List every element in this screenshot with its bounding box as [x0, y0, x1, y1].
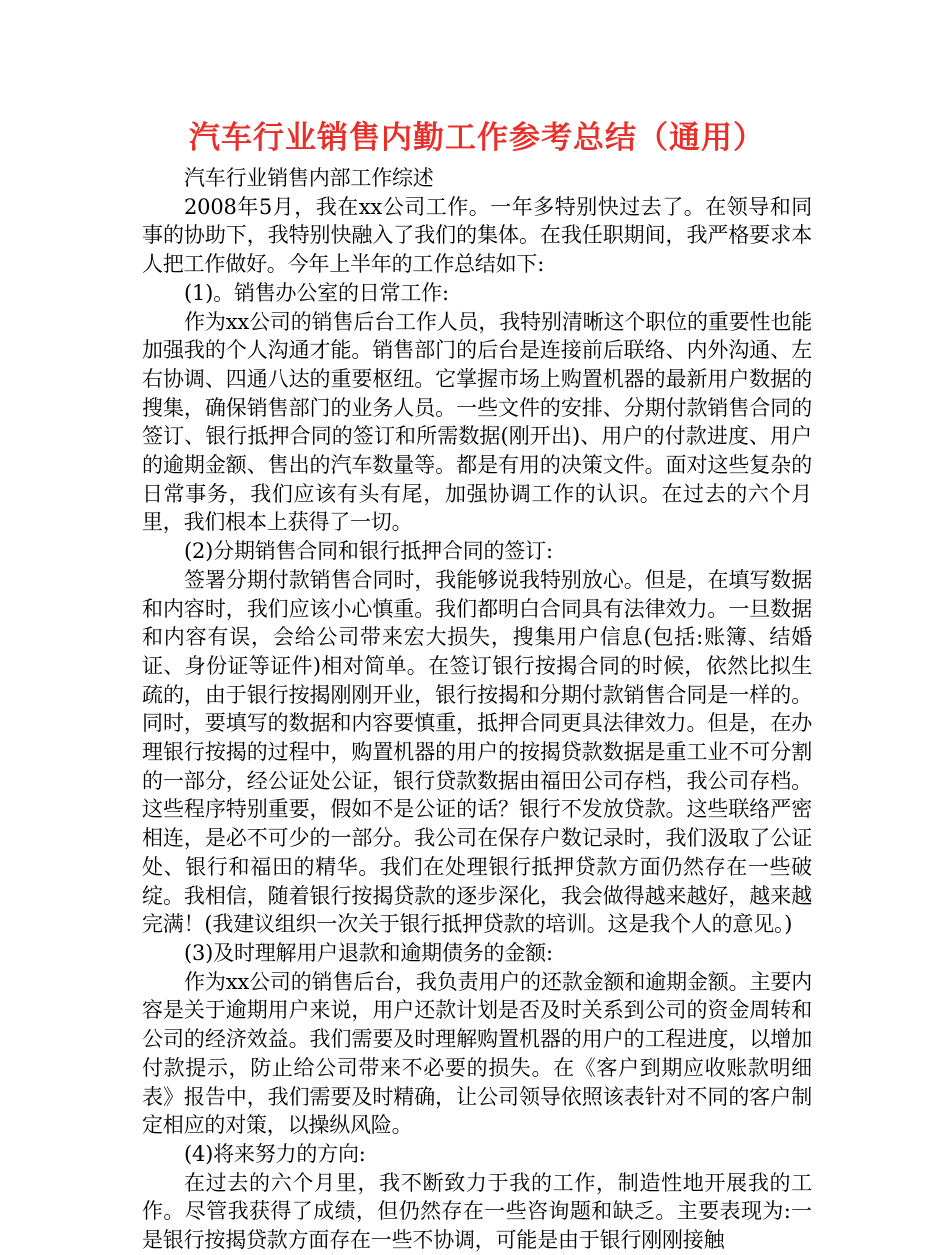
paragraph-section-1: 作为xx公司的销售后台工作人员，我特别清晰这个职位的重要性也能加强我的个人沟通才能。销售部门的后台是连接前后联络、内外沟通、左右协调、四通八达的重要枢纽。它掌握市场上购置机器的最新用户数据的搜集，确保销售部门的业务人员。一些文件的安排、分期付款销售合同的签订、银行抵押合同的签订和所需数据(刚开出)、用户的付款进度、用户的逾期金额、售出的汽车数量等。都是有用的决策文件。面对这些复杂的日常事务，我们应该有头有尾，加强协调工作的认识。在过去的六个月里，我们根本上获得了一切。: [142, 309, 812, 535]
document-page: [142, 118, 812, 1255]
paragraph-opening: 2008年5月，我在xx公司工作。一年多特别快过去了。在领导和同事的协助下，我特别快融入了我们的集体。在我任职期间，我严格要求本人把工作做好。今年上半年的工作总结如下:: [142, 194, 812, 277]
document-body: [142, 164, 812, 1255]
paragraph-section-2: 签署分期付款销售合同时，我能够说我特别放心。但是，在填写数据和内容时，我们应该小心慎重。我们都明白合同具有法律效力。一旦数据和内容有误，会给公司带来宏大损失，搜集用户信息(包括:账簿、结婚证、身份证等证件)相对简单。在签订银行按揭合同的时候，依然比拟生疏的，由于银行按揭刚刚开业，银行按揭和分期付款销售合同是一样的。同时，要填写的数据和内容要慎重，抵押合同更具法律效力。但是，在办理银行按揭的过程中，购置机器的用户的按揭贷款数据是重工业不可分割的一部分，经公证处公证，银行贷款数据由福田公司存档，我公司存档。这些程序特别重要，假如不是公证的话？银行不发放贷款。这些联络严密相连，是必不可少的一部分。我公司在保存户数记录时，我们汲取了公证处、银行和福田的精华。我们在处理银行抵押贷款方面仍然存在一些破绽。我相信，随着银行按揭贷款的逐步深化，我会做得越来越好，越来越完满！(我建议组织一次关于银行抵押贷款的培训。这是我个人的意见。): [142, 567, 812, 937]
section-heading-1: (1)。销售办公室的日常工作:: [184, 280, 449, 305]
paragraph-intro: 汽车行业销售内部工作综述: [184, 166, 434, 190]
paragraph-section-3: 作为xx公司的销售后台，我负责用户的还款金额和逾期金额。主要内容是关于逾期用户来说，用户还款计划是否及时关系到公司的资金周转和公司的经济效益。我们需要及时理解购置机器的用户的工程进度，以增加付款提示，防止给公司带来不必要的损失。在《客户到期应收账款明细表》报告中，我们需要及时精确，让公司领导依照该表针对不同的客户制定相应的对策，以操纵风险。: [142, 969, 812, 1138]
document-title: 汽车行业销售内勤工作参考总结（通用）: [189, 120, 765, 156]
section-heading-4: (4)将来努力的方向:: [184, 1141, 366, 1166]
section-heading-3: (3)及时理解用户退款和逾期债务的金额:: [184, 940, 553, 965]
section-heading-2: (2)分期销售合同和银行抵押合同的签订:: [184, 539, 553, 564]
paragraph-section-4: 在过去的六个月里，我不断致力于我的工作，制造性地开展我的工作。尽管我获得了成绩，但仍然存在一些咨询题和缺乏。主要表现为:一是银行按揭贷款方面存在一些不协调，可能是由于银行刚刚接触: [142, 1170, 812, 1253]
